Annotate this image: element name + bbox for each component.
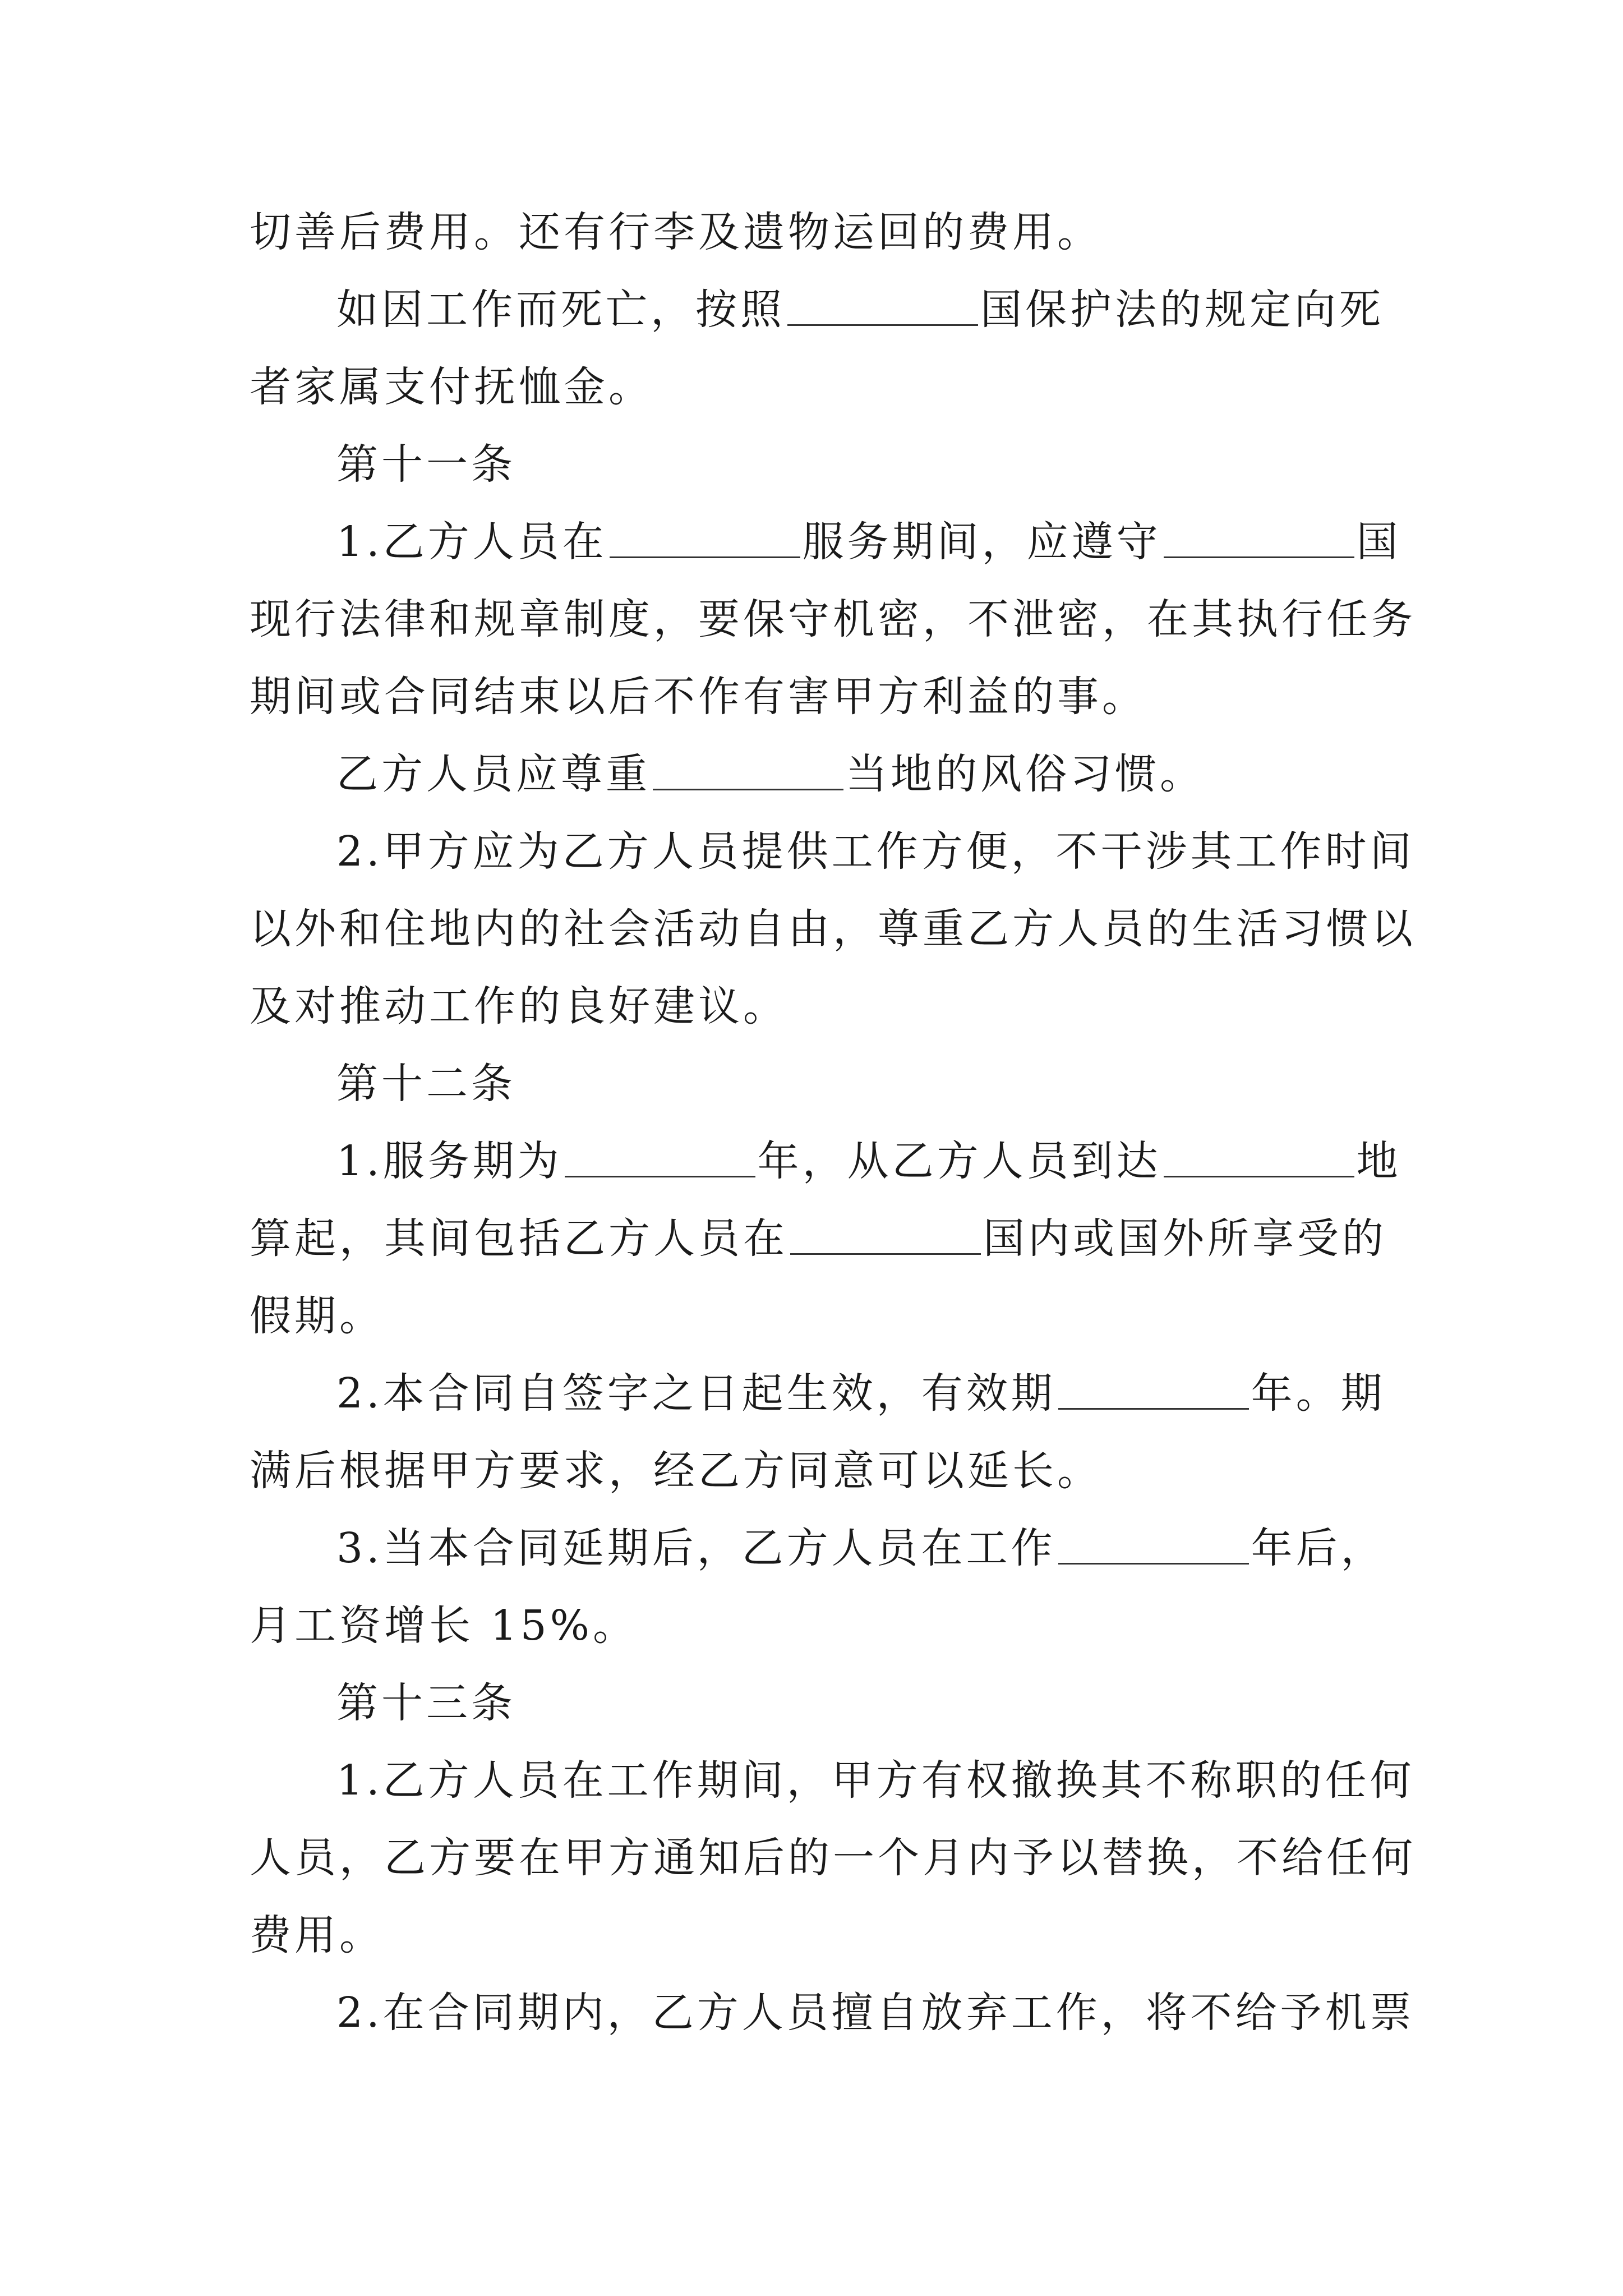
text-line: 人员，乙方要在甲方通知后的一个月内予以替换，不给任何 bbox=[250, 1834, 1416, 1882]
fill-in-blank[interactable] bbox=[1058, 1521, 1249, 1565]
article-heading: 第十三条 bbox=[336, 1679, 516, 1727]
fill-in-blank[interactable] bbox=[565, 1134, 755, 1177]
text-line: 现行法律和规章制度，要保守机密，不泄密，在其执行任务 bbox=[250, 595, 1416, 643]
text-line: 以外和住地内的社会活动自由，尊重乙方人员的生活习惯以 bbox=[250, 905, 1416, 953]
fill-in-blank[interactable] bbox=[610, 515, 800, 558]
text-line: 3.当本合同延期后，乙方人员在工作 年后， bbox=[250, 1510, 1388, 1587]
fill-in-blank[interactable] bbox=[1164, 515, 1354, 558]
fill-in-blank[interactable] bbox=[653, 747, 843, 790]
text-line: 乙方人员应尊重 当地的风俗习惯。 bbox=[250, 735, 1388, 813]
fill-in-blank[interactable] bbox=[787, 283, 978, 326]
text-line: 满后根据甲方要求，经乙方同意可以延长。 bbox=[250, 1447, 1102, 1495]
fill-in-blank[interactable] bbox=[1164, 1134, 1354, 1177]
text-line: 者家属支付抚恤金。 bbox=[250, 363, 653, 411]
text-line: 费用。 bbox=[250, 1911, 384, 1959]
article-heading: 第十一条 bbox=[336, 440, 516, 489]
text-line: 算起，其间包括乙方人员在 国内或国外所享受的 bbox=[250, 1200, 1388, 1277]
text-line: 如因工作而死亡，按照 国保护法的规定向死 bbox=[250, 271, 1388, 348]
text-line: 1.乙方人员在 服务期间，应遵守 国 bbox=[250, 503, 1388, 581]
article-heading: 第十二条 bbox=[336, 1060, 516, 1108]
document-body bbox=[250, 194, 1416, 2051]
text-line: 切善后费用。还有行李及遗物运回的费用。 bbox=[250, 208, 1102, 256]
text-line: 月工资增长 15%。 bbox=[250, 1602, 638, 1650]
text-line: 2.本合同自签字之日起生效，有效期 年。期 bbox=[250, 1355, 1388, 1432]
fill-in-blank[interactable] bbox=[790, 1212, 981, 1255]
text-line: 假期。 bbox=[250, 1292, 384, 1340]
text-line: 及对推动工作的良好建议。 bbox=[250, 982, 788, 1030]
text-line: 1.服务期为 年，从乙方人员到达 地 bbox=[250, 1122, 1388, 1200]
text-line: 2.甲方应为乙方人员提供工作方便，不干涉其工作时间 bbox=[336, 827, 1415, 876]
text-line: 期间或合同结束以后不作有害甲方利益的事。 bbox=[250, 673, 1147, 721]
text-line: 2.在合同期内，乙方人员擅自放弃工作，将不给予机票 bbox=[336, 1989, 1415, 2037]
text-line: 1.乙方人员在工作期间，甲方有权撤换其不称职的任何 bbox=[336, 1756, 1415, 1805]
fill-in-blank[interactable] bbox=[1058, 1366, 1249, 1410]
